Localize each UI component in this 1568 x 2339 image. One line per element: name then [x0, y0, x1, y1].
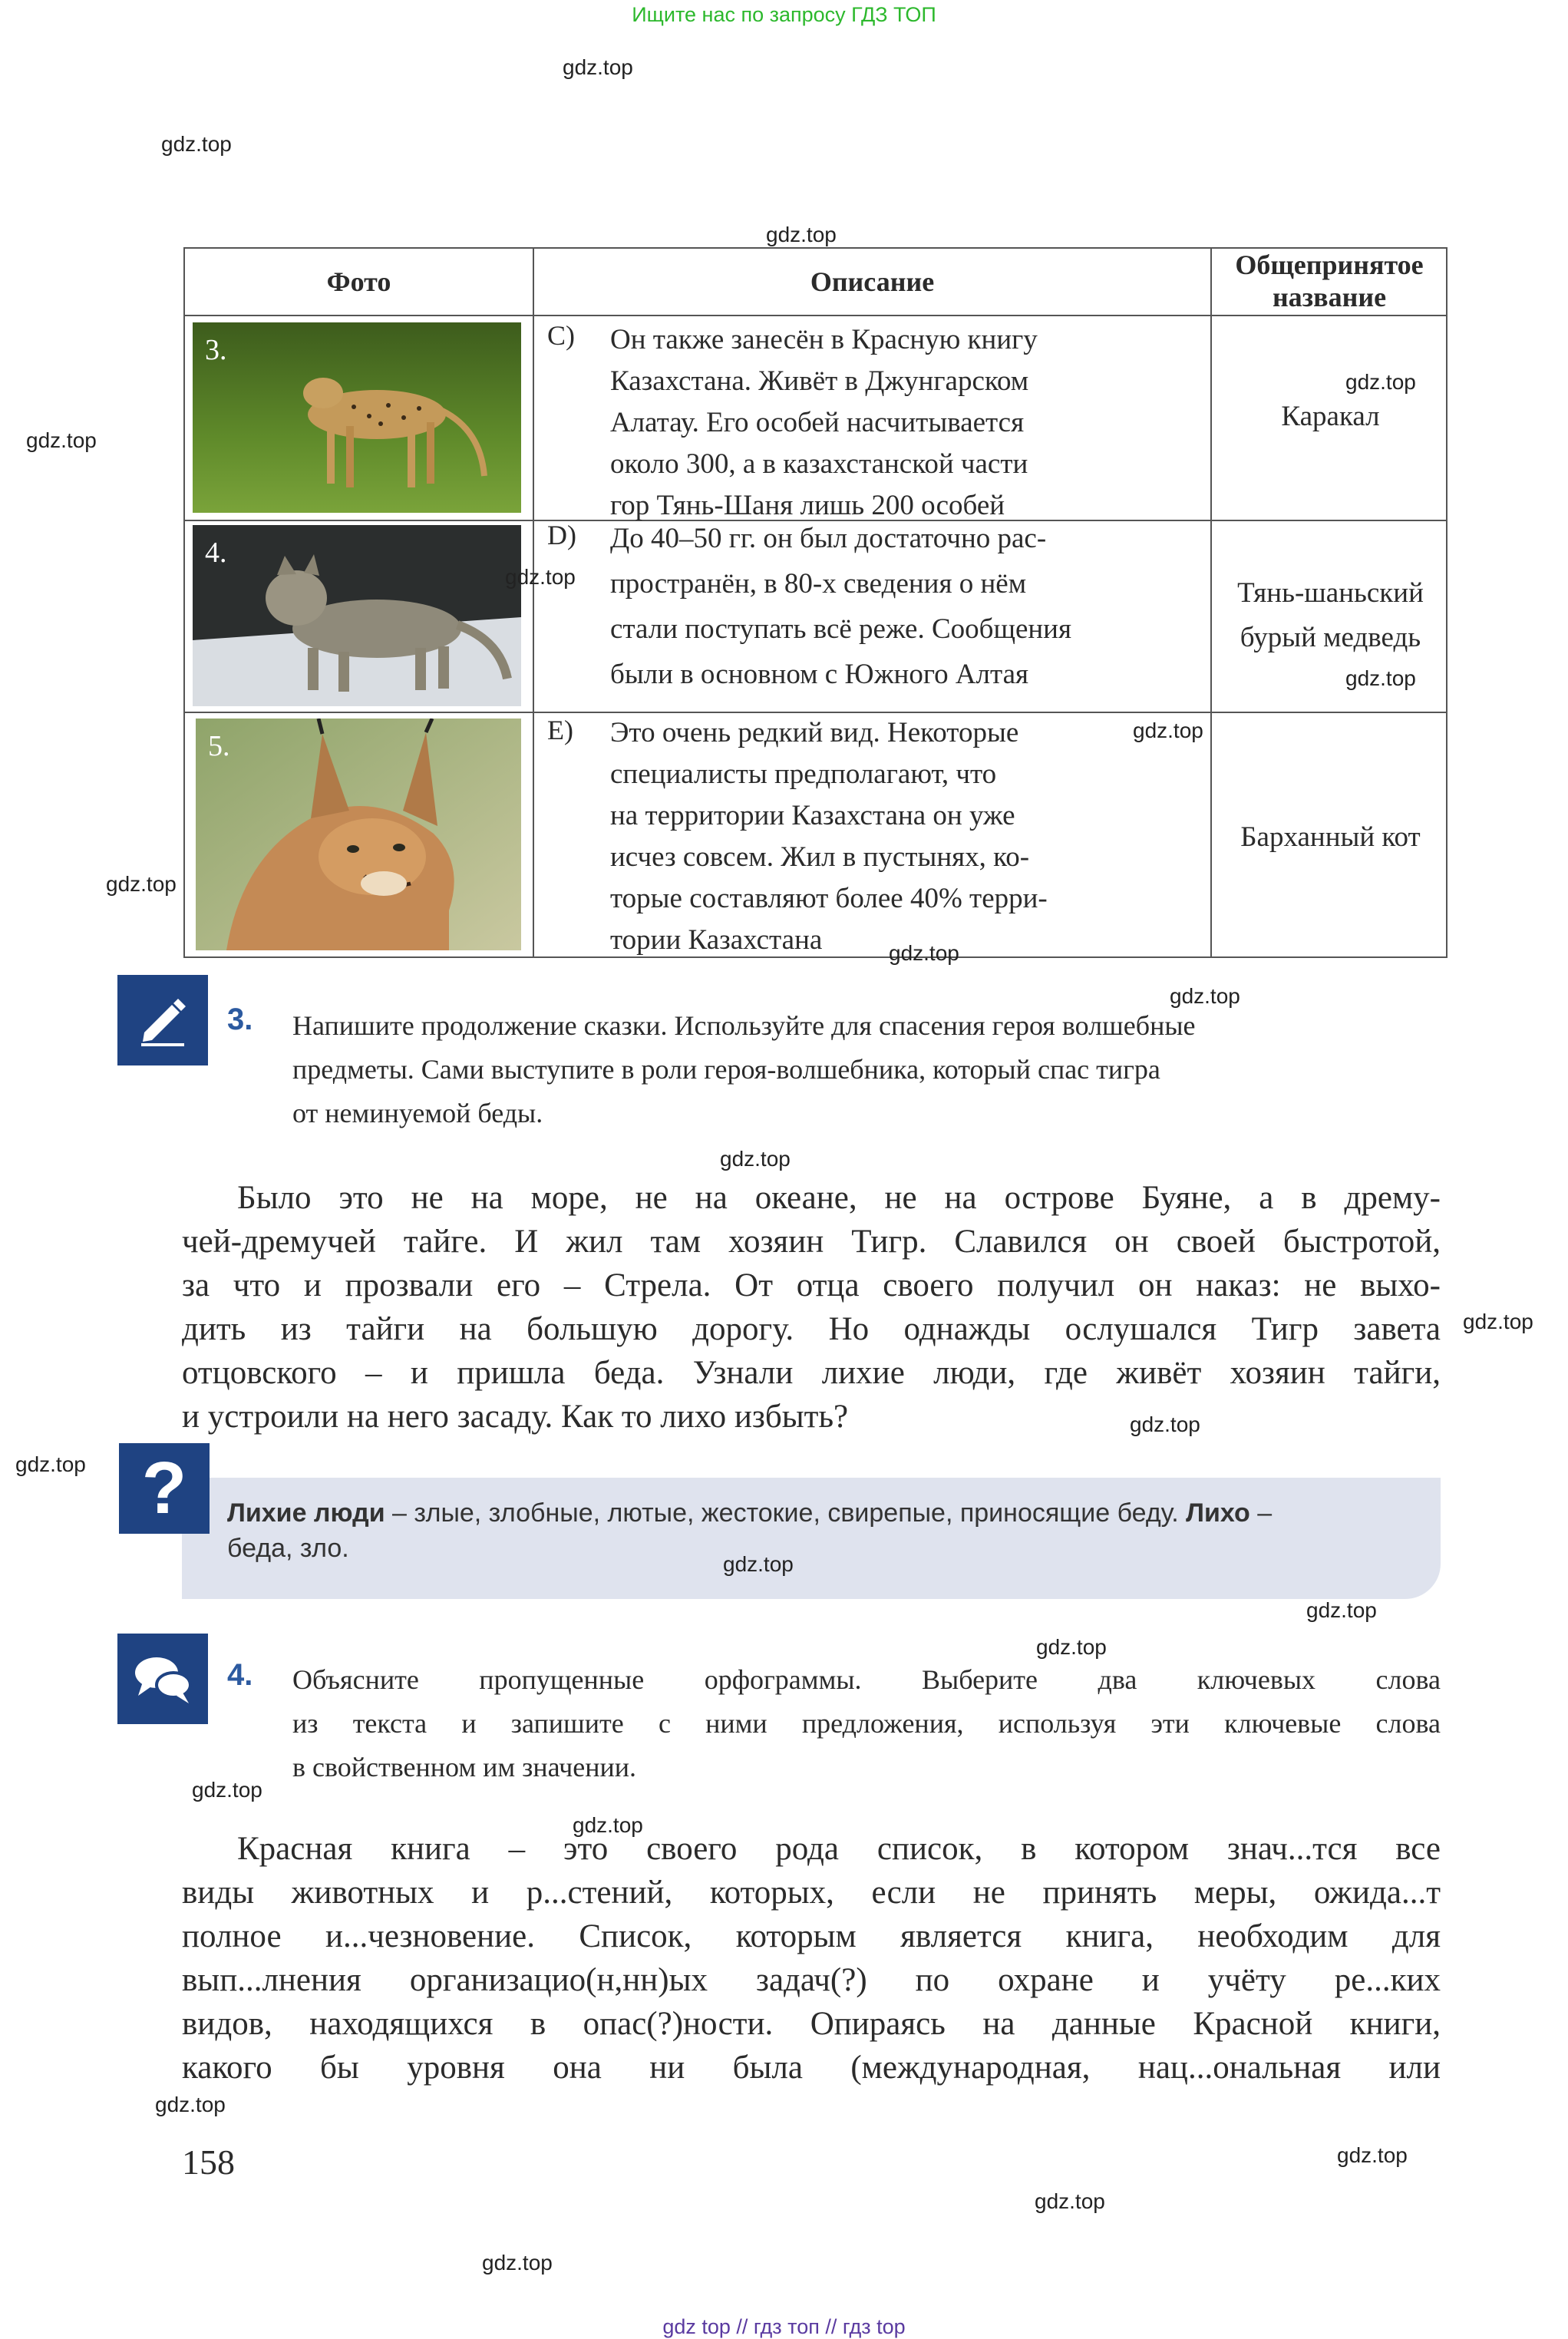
- watermark: gdz.top: [155, 2093, 226, 2116]
- watermark: gdz.top: [1035, 2189, 1105, 2213]
- task4-text: Объясните пропущенные орфограммы. Выберите два ключевых слова из текста и запишите с ними предложения, используя эти ключевые слова в свойственном им значении.: [292, 1664, 1441, 1782]
- common-name: Тянь-шаньский бурый медведь: [1237, 577, 1424, 653]
- photo-number: 4.: [205, 537, 227, 569]
- footer-links[interactable]: gdz top // гдз топ // гдз top: [662, 2315, 906, 2338]
- redbook-text: Красная книга – это своего рода список, в котором знач...тся все виды животных и р...стений, которых, если не принять меры, ожида...т полное и...чезновение. Список, которым является книга, необходим для вып...лнения организацио(н,нн)ых задач(?) по охране и учёту ре...ких видов, находящихся в опас(?)ности. Опираясь на данные Красной книги, какого бы уровня она ни была (международная, нац...ональная или: [182, 1831, 1441, 2086]
- row-description: До 40–50 гг. он был достаточно рас- пространён, в 80-х сведения о нём стали поступать всё реже. Сообщения были в основном с Южного Алтая: [610, 523, 1071, 690]
- watermark: gdz.top: [505, 565, 576, 589]
- row-description: Это очень редкий вид. Некоторые специалисты предполагают, что на территории Казахстана он уже исчез совсем. Жил в пустынях, ко- торые составляют более 40% терри- тории Казахстана: [610, 717, 1048, 956]
- caracal-photo: [196, 719, 521, 950]
- watermark: gdz.top: [766, 223, 837, 246]
- watermark: gdz.top: [573, 1813, 643, 1837]
- watermark: gdz.top: [26, 428, 97, 452]
- common-name: Барханный кот: [1240, 821, 1421, 853]
- task3-text: Напишите продолжение сказки. Используйте для спасения героя волшебные предметы. Сами выступите в роли героя-волшебника, который спас тигра от неминуемой беды.: [292, 1010, 1196, 1128]
- watermark: gdz.top: [720, 1147, 791, 1171]
- watermark: gdz.top: [1130, 1412, 1200, 1436]
- row-description: Он также занесён в Красную книгу Казахстана. Живёт в Джунгарском Алатау. Его особей насчитывается около 300, а в казахстанской части гор Тянь-Шаня лишь 200 особей: [610, 324, 1038, 521]
- photo-number: 5.: [208, 730, 230, 762]
- cheetah-photo: [193, 322, 521, 513]
- watermark: gdz.top: [192, 1778, 262, 1802]
- page-number: 158: [182, 2142, 235, 2182]
- watermark: gdz.top: [1036, 1635, 1107, 1659]
- header-photo: Фото: [326, 266, 391, 297]
- watermark: gdz.top: [1170, 984, 1240, 1008]
- common-name: Каракал: [1281, 401, 1380, 432]
- pencil-icon: [117, 975, 208, 1065]
- task-number: 3.: [227, 1003, 253, 1036]
- watermark: gdz.top: [723, 1552, 794, 1576]
- watermark: gdz.top: [1463, 1310, 1533, 1333]
- row-letter: C): [547, 320, 575, 351]
- wild-cat-photo: [193, 525, 521, 706]
- photo-number: 3.: [205, 334, 227, 366]
- watermark: gdz.top: [161, 132, 232, 156]
- watermark: gdz.top: [482, 2251, 553, 2275]
- speech-bubbles-icon: [117, 1634, 208, 1724]
- watermark: gdz.top: [889, 941, 959, 965]
- watermark: gdz.top: [1345, 370, 1416, 394]
- header-common-name: Общепринятое название: [1235, 249, 1424, 312]
- watermark: gdz.top: [1133, 719, 1203, 742]
- watermark: gdz.top: [1337, 2143, 1408, 2167]
- story-text: Было это не на море, не на океане, не на острове Буяне, а в дрему- чей-дремучей тайге. И жил там хозяин Тигр. Славился он своей быстротой, за что и прозвали его – Стрела. От отца своего получил он наказ: не выхо- дить из тайги на большую дорогу. Но однажды ослушался Тигр завета отцовского – и пришла беда. Узнали лихие люди, где живёт хозяин тайги, и устроили на него засаду. Как то лихо избыть?: [182, 1180, 1441, 1435]
- watermark: gdz.top: [1345, 666, 1416, 690]
- header-description: Описание: [810, 266, 935, 297]
- task-number: 4.: [227, 1658, 253, 1692]
- watermark: gdz.top: [1306, 1598, 1377, 1622]
- watermark: gdz.top: [15, 1452, 86, 1476]
- question-icon: ?: [119, 1443, 210, 1534]
- row-letter: E): [547, 715, 573, 745]
- animals-table: [183, 247, 1448, 958]
- top-banner[interactable]: Ищите нас по запросу ГДЗ ТОП: [632, 3, 936, 26]
- glossary-text: Лихие люди – злые, злобные, лютые, жестокие, свирепые, приносящие беду. Лихо – беда, зло.: [227, 1498, 1273, 1563]
- row-letter: D): [547, 520, 576, 550]
- watermark: gdz.top: [563, 55, 633, 79]
- watermark: gdz.top: [106, 872, 177, 896]
